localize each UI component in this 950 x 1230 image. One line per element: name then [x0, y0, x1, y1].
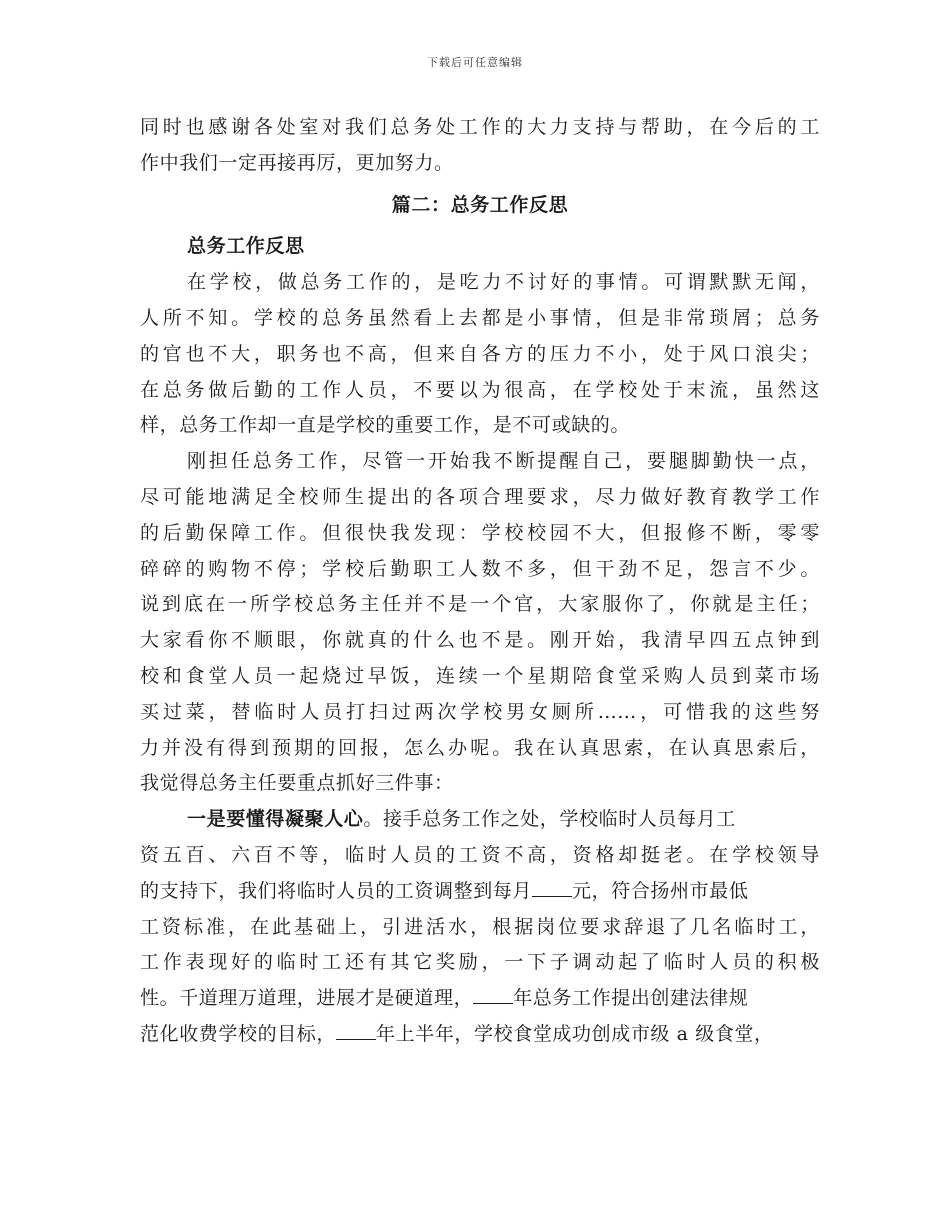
text-line: 校和食堂人员一起烧过早饭，连续一个星期陪食堂采购人员到菜市场 — [140, 664, 820, 687]
text-span: 范化收费学校的目标， — [140, 1022, 337, 1045]
blank-underline — [532, 878, 572, 897]
header-note: 下载后可任意编辑 — [427, 56, 523, 69]
document-body — [140, 110, 820, 1053]
text-line: 力并没有得到预期的回报，怎么办呢。我在认真思索，在认真思索后， — [140, 736, 820, 759]
text-line: 资五百、六百不等，临时人员的工资不高，资格却挺老。在学校领导 — [140, 843, 820, 866]
text-line: 我觉得总务主任要重点抓好三件事： — [140, 772, 454, 795]
text-line — [140, 802, 820, 838]
blank-underline — [473, 985, 513, 1004]
text-line: 作中我们一定再接再厉，更加努力。 — [140, 151, 454, 174]
text-span: 年总务工作提出创建法律规 — [513, 987, 749, 1010]
text-line: 工作表现好的临时工还有其它奖励，一下子调动起了临时人员的积极 — [140, 951, 820, 974]
text-span: 的支持下，我们将临时人员的工资调整到每月 — [140, 879, 533, 902]
text-line: 大家看你不顺眼，你就真的什么也不是。刚开始，我清早四五点钟到 — [140, 629, 820, 652]
text-span: 性。千道理万道理，进展才是硬道理， — [140, 987, 474, 1010]
bold-lead: 一是要懂得凝聚人心 — [187, 808, 364, 831]
text-line — [140, 874, 820, 910]
text-line: 刚担任总务工作，尽管一开始我不断提醒自己，要腿脚勤快一点， — [187, 450, 820, 473]
section-title: 篇二：总务工作反思 — [391, 193, 569, 216]
text-line: 样，总务工作却一直是学校的重要工作，是不可或缺的。 — [140, 414, 631, 437]
text-line: 说到底在一所学校总务主任并不是一个官，大家服你了，你就是主任； — [140, 593, 820, 616]
text-line: 碎碎的购物不停；学校后勤职工人数不多，但干劲不足，怨言不少。 — [140, 557, 820, 580]
text-line — [140, 1017, 820, 1053]
text-line: 在学校，做总务工作的，是吃力不讨好的事情。可谓默默无闻， — [187, 271, 820, 294]
text-line: 工资标准，在此基础上，引进活水，根据岗位要求辞退了几名临时工， — [140, 915, 820, 938]
text-span: 。接手总务工作之处，学校临时人员每月工 — [363, 808, 736, 831]
text-line: 尽可能地满足全校师生提出的各项合理要求，尽力做好教育教学工作 — [140, 485, 820, 508]
text-line — [140, 981, 820, 1017]
text-line: 的后勤保障工作。但很快我发现：学校校园不大，但报修不断，零零 — [140, 521, 820, 544]
text-span: 元，符合扬州市最低 — [572, 879, 749, 902]
subtitle: 总务工作反思 — [187, 235, 305, 258]
text-span: 年上半年，学校食堂成功创成市级 a 级食堂， — [376, 1022, 774, 1045]
text-line: 买过菜，替临时人员打扫过两次学校男女厕所……，可惜我的这些努 — [140, 700, 820, 723]
text-line: 人所不知。学校的总务虽然看上去都是小事情，但是非常琐屑；总务 — [140, 306, 820, 329]
text-line: 的官也不大，职务也不高，但来自各方的压力不小，处于风口浪尖； — [140, 342, 820, 365]
text-line: 同时也感谢各处室对我们总务处工作的大力支持与帮助，在今后的工 — [140, 116, 820, 138]
text-line: 在总务做后勤的工作人员，不要以为很高，在学校处于末流，虽然这 — [140, 378, 820, 401]
blank-underline — [336, 1021, 376, 1040]
